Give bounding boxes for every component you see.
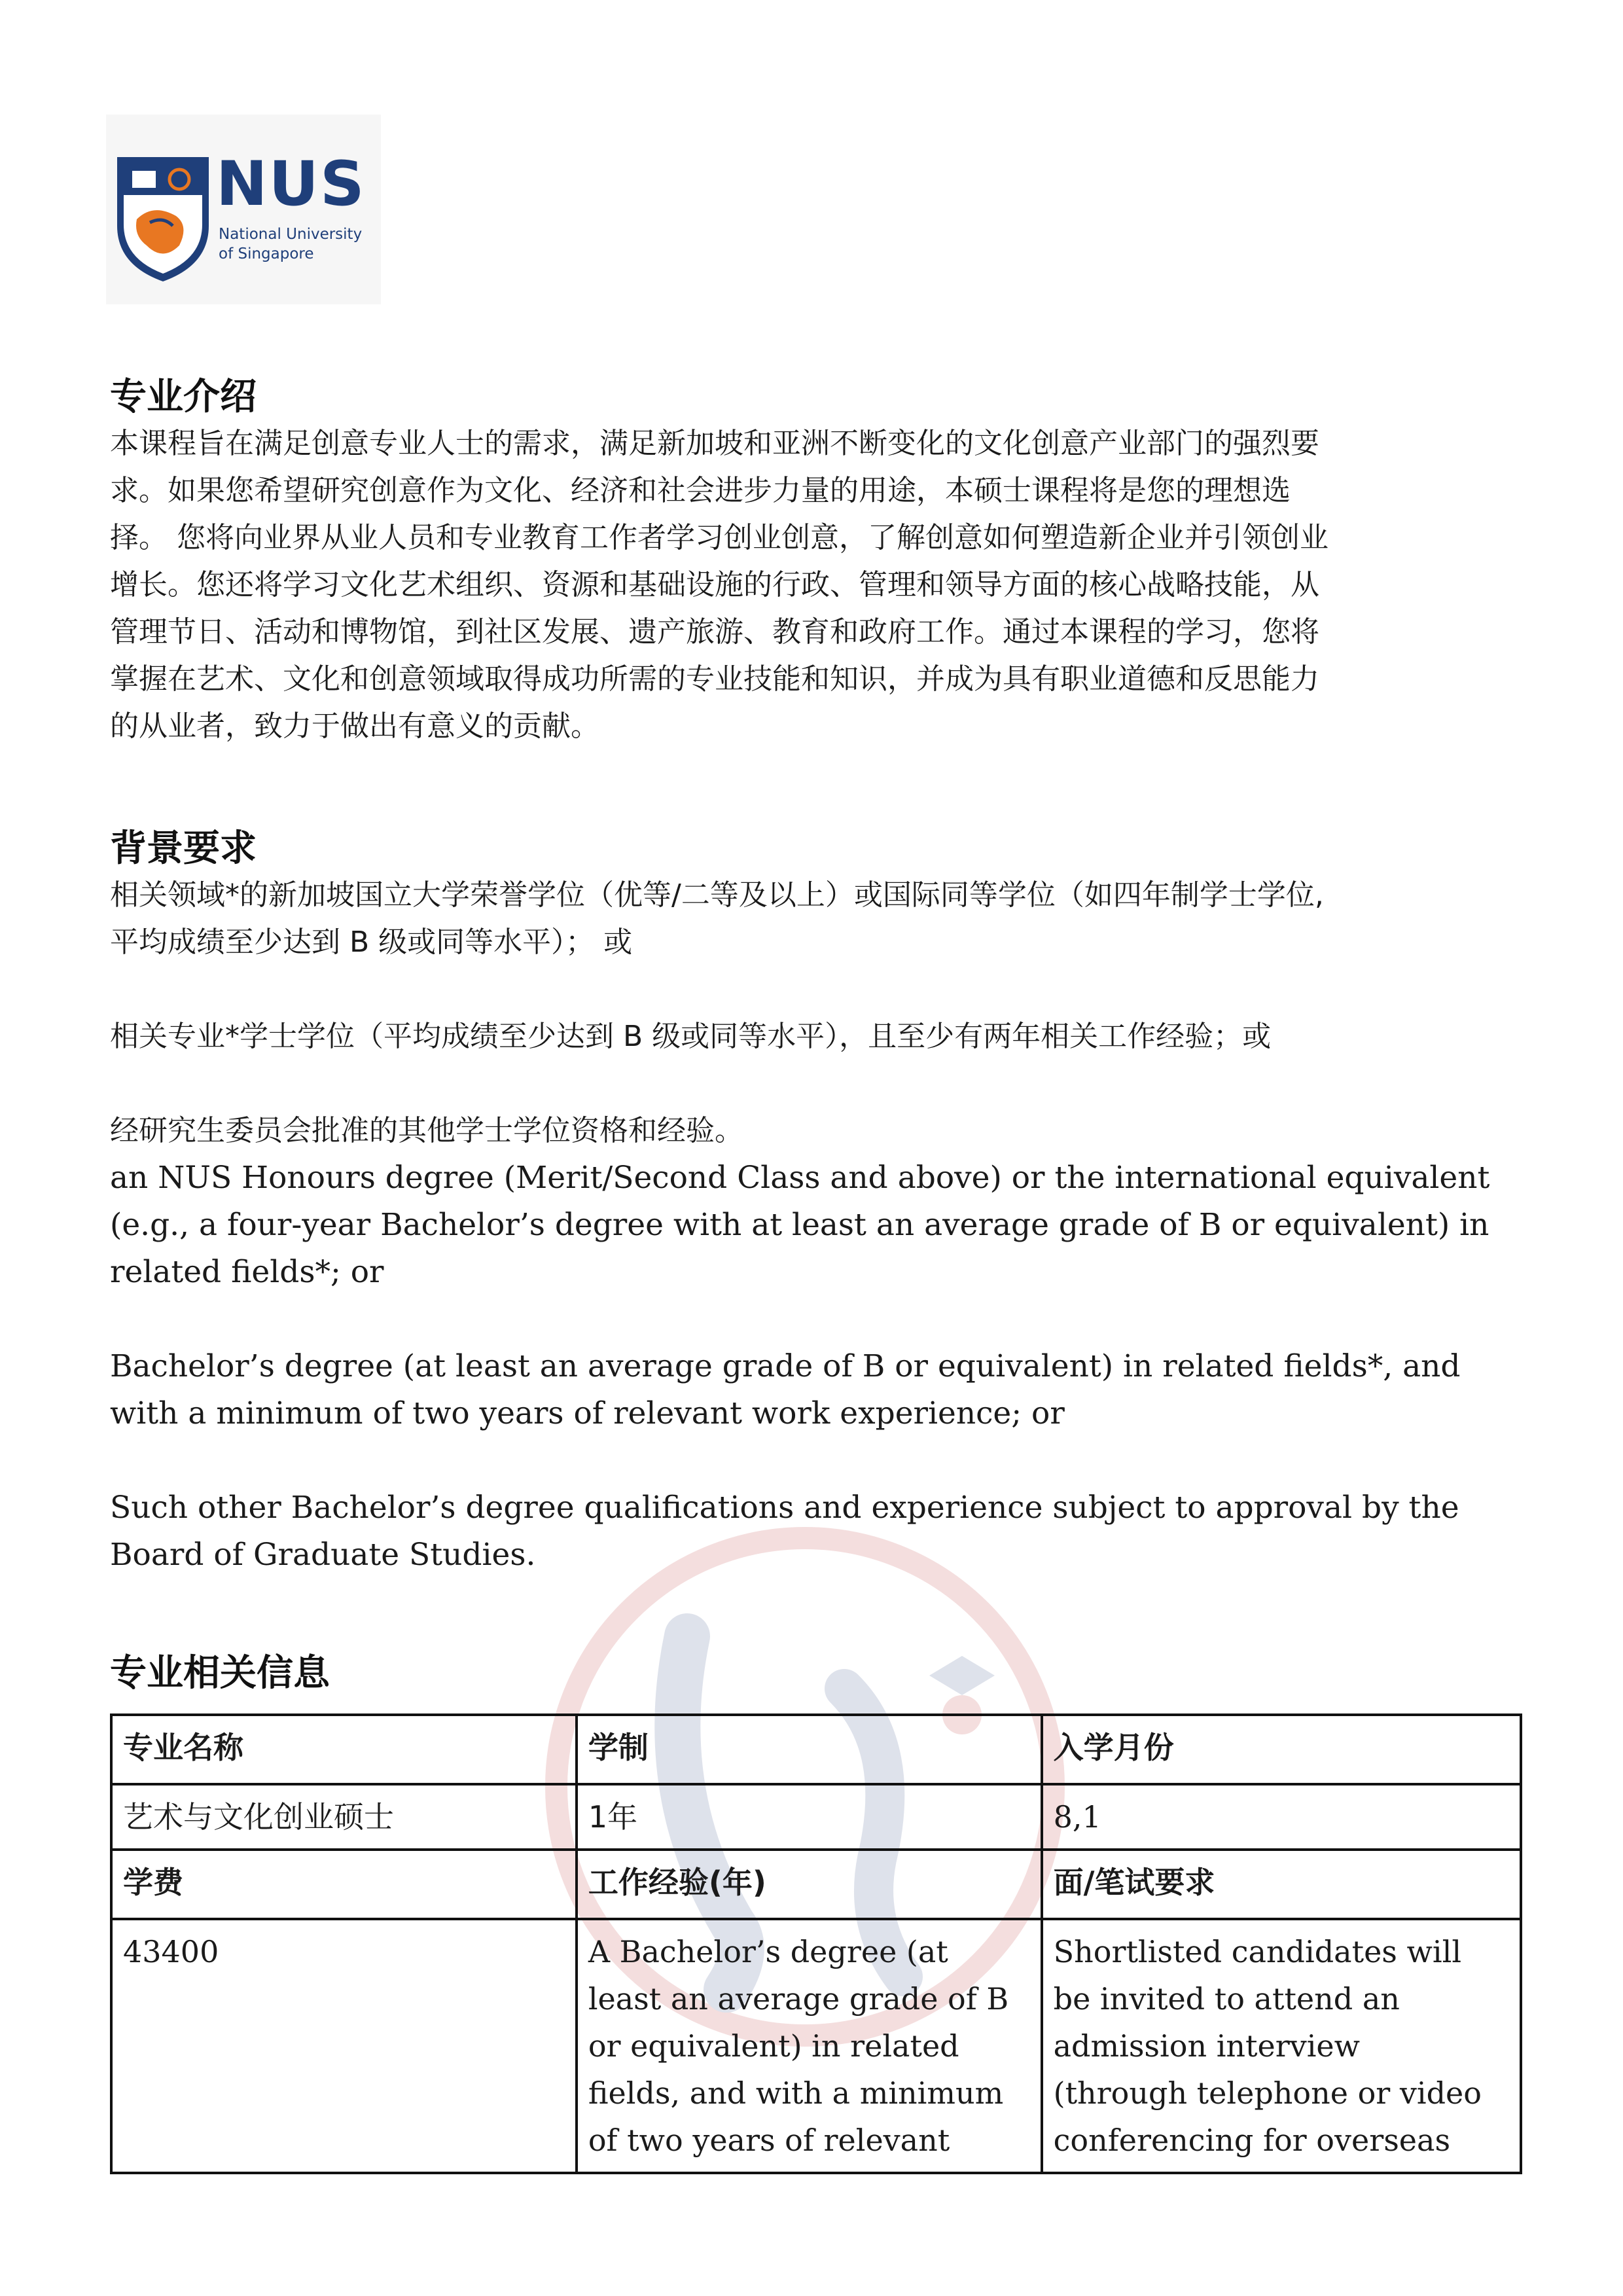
- cell-line: Shortlisted candidates will: [1053, 1934, 1462, 1969]
- header-tuition: 学费: [111, 1850, 577, 1919]
- intro-line: 求。如果您希望研究创意作为文化、经济和社会进步力量的用途，本硕士课程将是您的理想选: [110, 474, 1291, 507]
- cell-line: of two years of relevant: [588, 2123, 950, 2158]
- logo-subtitle-line: National University: [219, 226, 363, 243]
- cell-line: or equivalent) in related: [588, 2028, 959, 2064]
- header-interview: 面/笔试要求: [1042, 1850, 1521, 1919]
- background-cn-paragraph-3: 经研究生委员会批准的其他学士学位资格和经验。: [110, 1114, 743, 1147]
- cell-line: be invited to attend an: [1053, 1981, 1400, 2017]
- header-work-experience: 工作经验(年): [577, 1850, 1042, 1919]
- cell-interview: [1042, 1919, 1521, 2173]
- background-title: 背景要求: [110, 827, 257, 870]
- table-row: [111, 1715, 1521, 1784]
- background-line: (e.g., a four-year Bachelor’s degree with at least an average grade of B or equivalent) in: [110, 1207, 1489, 1243]
- intro-line: 本课程旨在满足创意专业人士的需求，满足新加坡和亚洲不断变化的文化创意产业部门的强烈要: [110, 427, 1319, 460]
- background-line: Board of Graduate Studies.: [110, 1537, 536, 1573]
- background-line: an NUS Honours degree (Merit/Second Class and above) or the international equivalent: [110, 1160, 1490, 1196]
- cell-program-name: 艺术与文化创业硕士: [111, 1784, 577, 1850]
- header-duration: 学制: [577, 1715, 1042, 1784]
- cell-tuition: 43400: [111, 1919, 577, 2173]
- logo-wordmark: NUS: [216, 149, 366, 220]
- nus-crest-icon: [114, 154, 212, 285]
- background-line: 相关领域*的新加坡国立大学荣誉学位（优等/二等及以上）或国际同等学位（如四年制学士学位,: [110, 878, 1324, 912]
- intro-line: 管理节日、活动和博物馆，到社区发展、遗产旅游、教育和政府工作。通过本课程的学习，您将: [110, 615, 1319, 649]
- background-line: Such other Bachelor’s degree qualifications and experience subject to approval by the: [110, 1490, 1459, 1526]
- cell-work-experience: [577, 1919, 1042, 2173]
- background-en-paragraph-1: [110, 1155, 1510, 1296]
- cell-intake-month: 8,1: [1042, 1784, 1521, 1850]
- table-row: [111, 1784, 1521, 1850]
- cell-line: least an average grade of B: [588, 1981, 1009, 2017]
- intro-line: 择。 您将向业界从业人员和专业教育工作者学习创业创意，了解创意如何塑造新企业并引领创业: [110, 521, 1329, 554]
- logo-subtitle-line: of Singapore: [219, 245, 314, 262]
- background-cn-paragraph-2: 相关专业*学士学位（平均成绩至少达到 B 级或同等水平），且至少有两年相关工作经验；或: [110, 1020, 1272, 1053]
- header-program-name: 专业名称: [111, 1715, 577, 1784]
- intro-line: 增长。您还将学习文化艺术组织、资源和基础设施的行政、管理和领导方面的核心战略技能，从: [110, 568, 1319, 601]
- cell-line: conferencing for overseas: [1053, 2123, 1451, 2158]
- table-row: [111, 1850, 1521, 1919]
- background-en-paragraph-3: [110, 1484, 1510, 1579]
- cell-line: A Bachelor’s degree (at: [588, 1934, 948, 1969]
- header-intake-month: 入学月份: [1042, 1715, 1521, 1784]
- background-line: 平均成绩至少达到 B 级或同等水平）； 或: [110, 925, 633, 959]
- info-title: 专业相关信息: [110, 1652, 330, 1695]
- cell-duration: 1年: [577, 1784, 1042, 1850]
- cell-line: fields, and with a minimum: [588, 2075, 1004, 2111]
- program-info-table: [110, 1713, 1522, 2174]
- background-line: related fields*; or: [110, 1254, 384, 1290]
- cell-line: (through telephone or video: [1053, 2075, 1482, 2111]
- background-en-paragraph-2: [110, 1343, 1510, 1437]
- intro-line: 掌握在艺术、文化和创意领域取得成功所需的专业技能和知识，并成为具有职业道德和反思能力: [110, 662, 1319, 696]
- logo-subtitle: [219, 224, 362, 264]
- intro-line: 的从业者，致力于做出有意义的贡献。: [110, 709, 599, 743]
- background-line: with a minimum of two years of relevant work experience; or: [110, 1395, 1065, 1431]
- table-row: [111, 1919, 1521, 2173]
- intro-title: 专业介绍: [110, 376, 257, 418]
- background-cn-paragraph-1: [110, 872, 1510, 966]
- background-line: Bachelor’s degree (at least an average grade of B or equivalent) in related fields*, and: [110, 1348, 1461, 1384]
- nus-logo: [106, 115, 381, 304]
- intro-paragraph: [110, 420, 1510, 750]
- cell-line: admission interview: [1053, 2028, 1361, 2064]
